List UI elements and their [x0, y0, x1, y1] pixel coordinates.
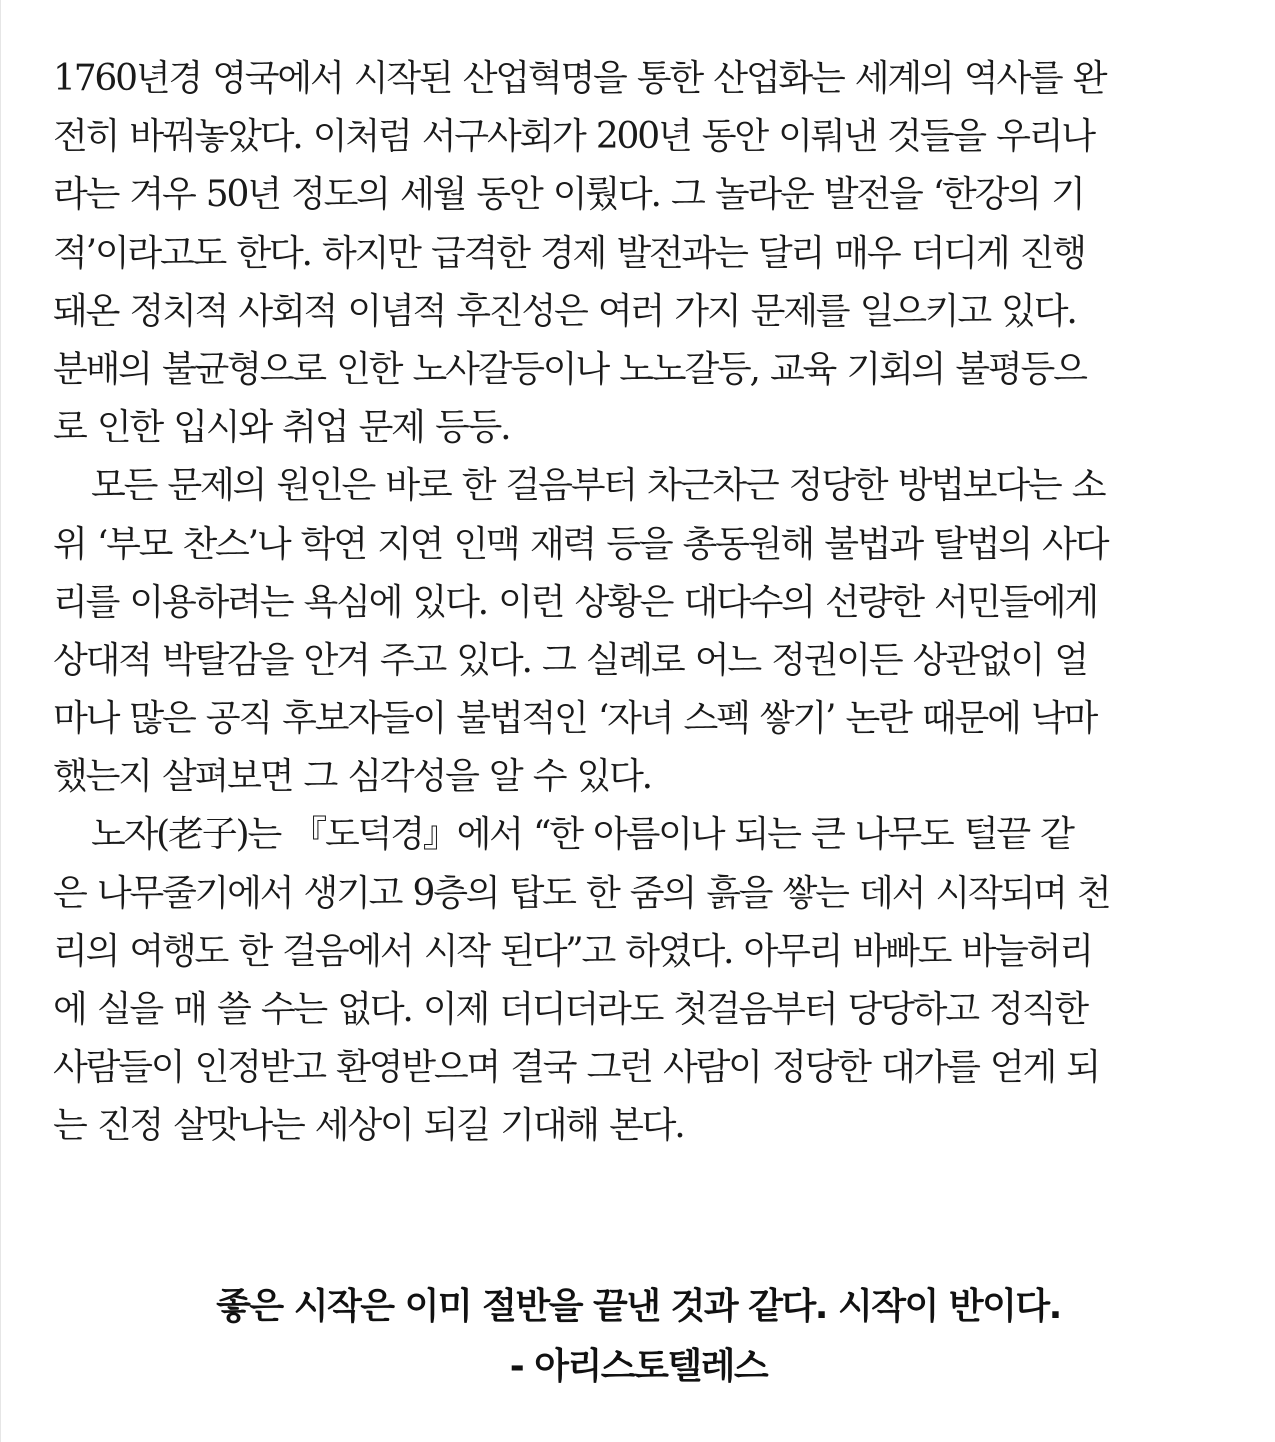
- quote-author: - 아리스토텔레스: [509, 1346, 768, 1387]
- body-text: [53, 50, 1215, 1156]
- text-line: 리의 여행도 한 걸음에서 시작 된다”고 하였다. 아무리 바빠도 바늘허리: [53, 930, 1092, 972]
- article-body: [53, 50, 1215, 1156]
- text-line: 상대적 박탈감을 안겨 주고 있다. 그 실례로 어느 정권이든 상관없이 얼: [53, 639, 1087, 681]
- paragraph-3: [53, 806, 1215, 1155]
- text-line: 돼온 정치적 사회적 이념적 후진성은 여러 가지 문제를 일으키고 있다.: [53, 290, 1076, 332]
- text-line: 전히 바꿔놓았다. 이처럼 서구사회가 200년 동안 이뤄낸 것들을 우리나: [53, 116, 1094, 158]
- paragraph-2: [53, 457, 1215, 806]
- text-line: 에 실을 매 쓸 수는 없다. 이제 더디더라도 첫걸음부터 당당하고 정직한: [53, 989, 1087, 1030]
- text-line: 적’이라고도 한다. 하지만 급격한 경제 발전과는 달리 매우 더디게 진행: [53, 232, 1085, 274]
- text-line: 위 ‘부모 찬스’나 학연 지연 인맥 재력 등을 총동원해 불법과 탈법의 사다: [53, 523, 1108, 565]
- text-line: 분배의 불균형으로 인한 노사갈등이나 노노갈등, 교육 기회의 불평등으: [53, 348, 1086, 390]
- quote-text: 좋은 시작은 이미 절반을 끝낸 것과 같다. 시작이 반이다.: [216, 1286, 1061, 1327]
- text-line: 1760년경 영국에서 시작된 산업혁명을 통한 산업화는 세계의 역사를 완: [53, 58, 1106, 99]
- text-line: 마나 많은 공직 후보자들이 불법적인 ‘자녀 스펙 쌓기’ 논란 때문에 낙마: [53, 698, 1097, 740]
- text-line: 로 인한 입시와 취업 문제 등등.: [53, 407, 510, 449]
- text-line: 는 진정 살맛나는 세상이 되길 기대해 본다.: [53, 1105, 684, 1147]
- text-line: 사람들이 인정받고 환영받으며 결국 그런 사람이 정당한 대가를 얻게 되: [53, 1047, 1099, 1089]
- text-line: 라는 겨우 50년 정도의 세월 동안 이뤘다. 그 놀라운 발전을 ‘한강의 기: [53, 174, 1084, 216]
- paragraph-1: [53, 50, 1215, 457]
- text-line: 모든 문제의 원인은 바로 한 걸음부터 차근차근 정당한 방법보다는 소: [91, 465, 1105, 507]
- text-line: 했는지 살펴보면 그 심각성을 알 수 있다.: [53, 756, 651, 798]
- text-line: 노자(老子)는 『도덕경』에서 “한 아름이나 되는 큰 나무도 털끝 같: [91, 814, 1073, 856]
- text-line: 은 나무줄기에서 생기고 9층의 탑도 한 줌의 흙을 쌓는 데서 시작되며 천: [53, 872, 1110, 914]
- text-line: 리를 이용하려는 욕심에 있다. 이런 상황은 대다수의 선량한 서민들에게: [53, 581, 1097, 623]
